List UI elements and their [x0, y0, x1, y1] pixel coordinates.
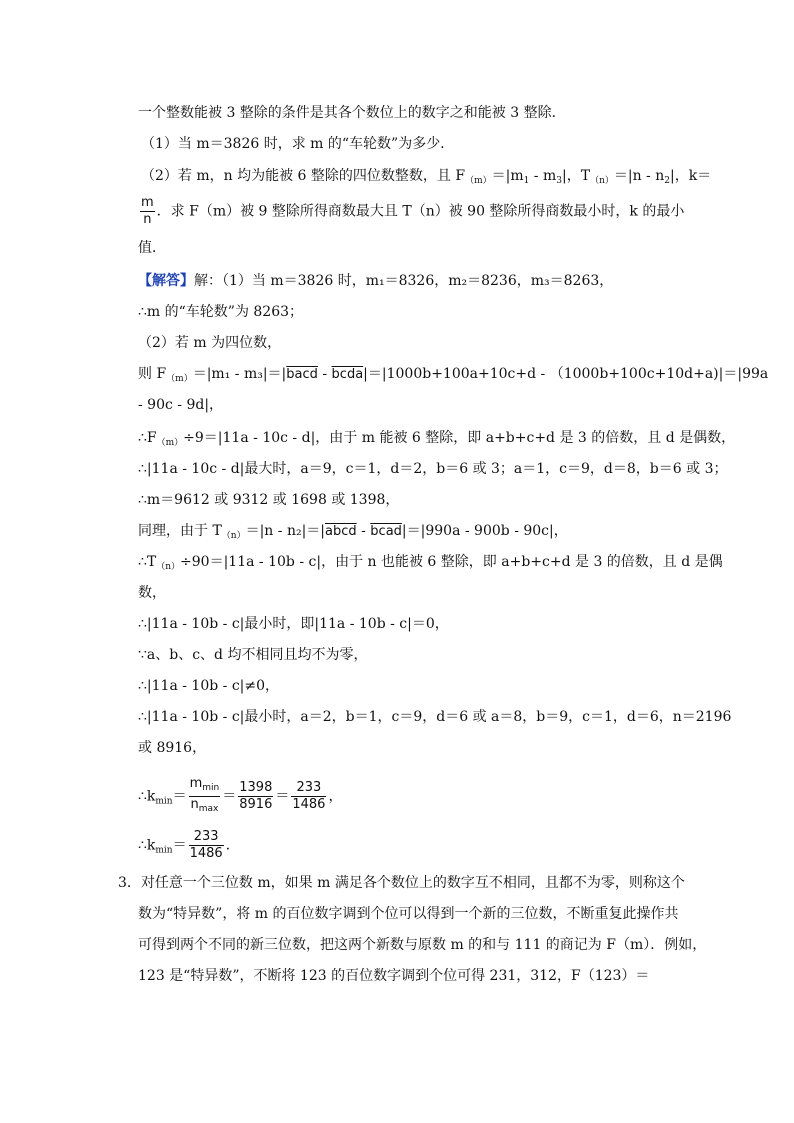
fraction-233-over-1486: $\frac{233}{1486}$: [292, 780, 326, 812]
answer-line-18: $\therefore k_{min}=$ $\frac{233}{1486}$ ．: [138, 829, 240, 861]
answer-line-1: 【解答】解：（1）当 m＝3826 时，m₁＝8326，m₂＝8236，m₃＝8263，: [138, 273, 614, 289]
answer-line-15: ∴|11a - 10b - c|最小时，a＝2，b＝1，c＝9，d＝6 或 a＝8，b＝9，c＝1，d＝6，n＝2196: [138, 709, 732, 725]
problem-3-line-3: 可得到两个不同的新三位数，把这两个新数与原数 m 的和与 111 的商记为 F（m）．例如，: [138, 937, 707, 953]
answer-line-8: ∴m＝9612 或 9312 或 1698 或 1398，: [138, 492, 400, 508]
answer-line-5: - 90c - 9d|，: [138, 397, 224, 413]
answer-line-17: $\therefore k_{min}=$ $\frac{m_{min}}{n_{max}}$ ＝ $\frac{1398}{8916}$ ＝ $\frac{233}{1486}$ ，: [138, 776, 342, 817]
fraction-1398-over-8916: $\frac{1398}{8916}$: [239, 780, 273, 812]
answer-line-12: ∴|11a - 10b - c|最小时，即|11a - 10b - c|＝0，: [138, 616, 449, 632]
fraction-m-over-n: $\frac{m}{n}$: [141, 195, 154, 227]
question-2-line-3: 值．: [138, 240, 166, 256]
answer-line-13: ∵a、b、c、d 均不相同且均不为零，: [138, 647, 368, 663]
fraction-result: $\frac{233}{1486}$: [189, 829, 223, 861]
text-line: 一个整数能被 3 整除的条件是其各个数位上的数字之和能被 3 整除．: [138, 105, 566, 121]
answer-line-9: 同理，由于 $T_{(n)}=|n$ - n₂|＝|abcd - bcad|＝|990a - 900b - 90c|，: [138, 523, 568, 541]
answer-line-14: ∴|11a - 10b - c|≠0，: [138, 678, 280, 694]
question-2-line-2: $\frac{m}{n}$ ．求 F（m）被 9 整除所得商数最大且 T（n）被 90 整除所得商数最小时，k 的最小: [141, 195, 685, 227]
answer-line-4: 则 $F_{(m)}=|m_1$ - m₃|＝|bacd - bcda|＝|1000b+100a+10c+d - （1000b+100c+10d+a)|＝|99a: [138, 366, 769, 384]
answer-line-10: $\therefore T_{(n)}\div 90=|11a - 10b - c|$，由于 n 也能被 6 整除，即 a+b+c+d 是 3 的倍数，且 d 是偶: [138, 554, 723, 572]
answer-line-16: 或 8916，: [138, 740, 207, 756]
fraction-m-min-over-n-max: $\frac{m_{min}}{n_{max}}$: [189, 776, 220, 814]
problem-3-line-1: 3．对任意一个三位数 m，如果 m 满足各个数位上的数字互不相同，且都不为零，则称这个: [118, 875, 685, 891]
answer-line-11: 数，: [138, 585, 166, 601]
question-2-line-1: （2）若 m，n 均为能被 6 整除的四位数整数，且 $F_{(m)}=|m_1 - m_3|$，$T_{(n)}=|n - n_2|$，k＝: [141, 168, 712, 186]
problem-number: 3．: [118, 875, 141, 891]
problem-3-line-2: 数为“特异数”，将 m 的百位数字调到个位可以得到一个新的三位数，不断重复此操作共: [138, 906, 679, 922]
answer-tag: 【解答】: [138, 273, 194, 289]
answer-line-6: $\therefore F_{(m)}\div 9=|11a - 10c - d|$，由于 m 能被 6 整除，即 a+b+c+d 是 3 的倍数，且 d 是偶数，: [138, 430, 736, 448]
problem-3-line-4: 123 是“特异数”，不断将 123 的百位数字调到个位可得 231，312，F（123）＝: [138, 968, 650, 984]
question-1: （1）当 m＝3826 时，求 m 的“车轮数”为多少．: [141, 136, 455, 152]
answer-line-3: （2）若 m 为四位数，: [138, 335, 282, 351]
answer-line-7: ∴|11a - 10c - d|最大时，a＝9，c＝1，d＝2，b＝6 或 3；a＝1，c＝9，d＝8，b＝6 或 3；: [138, 461, 728, 477]
answer-line-2: ∴m 的“车轮数”为 8263；: [138, 304, 304, 320]
